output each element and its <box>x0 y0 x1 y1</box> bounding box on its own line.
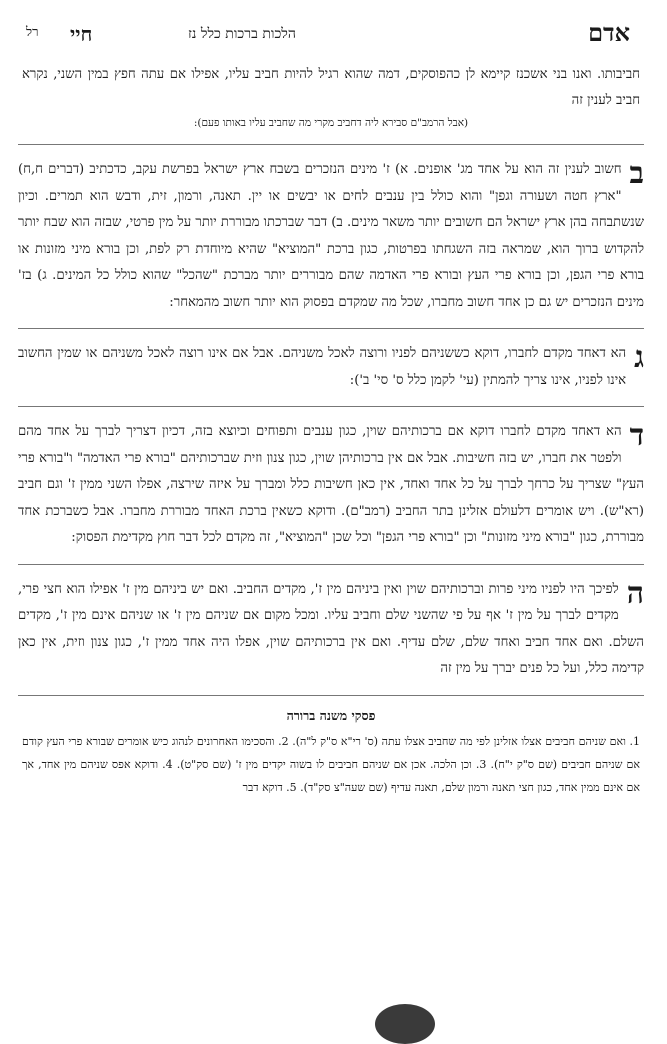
section-divider <box>18 144 644 145</box>
section-text: הא דאחד מקדם לחברו דוקא אם ברכותיהם שוין, כגון ענבים ותפוחים וכיוצא בזה, דכיון דצריך לברך על אחד מהם ולפטר את חברו, יש בזה חשיבות. אבל אם אין ברכותיהן שוין, כגון צנון וזית שברכותיהם "בורא פרי האדמה" ו"בורא פרי העץ" שצריך על כרחך לברך על כל אחד ואחד, אין כאן חשיבות כלל ומברך על איזה שירצה, אפלו השני ממין ז' וגם חביב (רא"ש). ויש אומרים דלעולם אזלינן בתר החביב (רמב"ם). ודוקא כשאין ברכת האחד מבוררת מחברו. אבל כשברכת אחד מבוררת, כגון "בורא מיני מזונות" וכן "בורא פרי הגפן" וכל שכן "המוציא", זה מקדם לכל דבר חוץ מקדימת הפסוק: <box>18 424 644 545</box>
footnotes-divider <box>18 695 644 696</box>
section-text: חשוב לענין זה הוא על אחד מג' אופנים. א) ז' מינים הנזכרים בשבח ארץ ישראל בפרשת עקב, כדכתיב (דברים ח,ח) "ארץ חטה ושעורה וגפן" והוא כולל בין ענבים לחים או יבשים או יין. תאנה, ורמון, זית, ודבש הוא תמרים. וכיון שנשתבחה בהן ארץ ישראל הם חשובים יותר משאר מינים. ב) דבר שברכתו מבוררת יותר על מין פרטי, שבזה הוא שבח יותר להקדוש ברוך הוא, שמראה בזה השגחתו בפרטות, כגון ברכת "המוציא" שהיא מיוחדת רק לפת, וכן בורא מיני מזונות או בורא פרי הגפן, וכן בורא פרי העץ ובורא פרי האדמה שהם מבוררים יותר מברכת "שהכל" שהוא כולל כל המינים. ג) בז' מינים הנזכרים יש גם כן אחד חשוב מחברו, שכל מה שמקדם בפסוק הוא יותר חשוב מהמאחר: <box>18 162 644 310</box>
section-gimel <box>18 341 644 394</box>
section-letter: ה <box>626 575 644 611</box>
section-text: לפיכך היו לפניו מיני פרות וברכותיהם שוין ואין ביניהם מין ז', מקדים החביב. ואם יש ביניהם מין ז' אפילו הוא חצי פרי, מקדים לברך על מין ז' אף על פי שהשני שלם וחביב עליו. ומכל מקום אם שניהם מין ז' או שניהם אינם מין ז', מקדים השלם. ואם אחד חביב ואחד שלם, שלם עדיף. ואם אין ברכותיהם שוין, אפלו היה אחד ממין ז', כגון צנון וזית, אין כאן קדימה כלל, ועל כל פנים יברך על מין זה <box>18 581 644 676</box>
intro-note: (אבל הרמב"ם סבירא ליה דחביב מקרי מה שחביב עליו באותו פעם): <box>193 117 469 129</box>
section-letter: ג <box>634 340 644 375</box>
page-number: רל <box>26 25 39 40</box>
section-text: הא דאחד מקדם לחברו, דוקא כששניהם לפניו ורוצה לאכל משניהם. אבל אם אינו רוצה לאכל משניהם או שמין החשוב אינו לפניו, אינו צריך להמתין (עי' לקמן כלל ס' סי' ב'): <box>18 346 627 388</box>
section-dalet <box>18 419 644 552</box>
header-left-word: חיי <box>70 22 93 46</box>
section-letter: ב <box>629 156 644 191</box>
section-divider <box>18 328 644 329</box>
header-right-word: אדם <box>588 18 630 47</box>
section-divider <box>18 564 644 565</box>
section-bet <box>18 157 644 316</box>
section-divider <box>18 406 644 407</box>
scan-mark <box>375 1004 435 1044</box>
intro-paragraph <box>22 62 640 132</box>
footnotes-text: 1. ואם שניהם חביבים אצלו אזלינן לפי מה שחביב אצלו עתה (ס' רי"א ס"ק ל"ה). 2. והסכימו האחרונים לנהוג כיש אומרים שבורא פרי העץ קודם אם שניהם חביבים (שם ס"ק י"ח). 3. וכן הלכה. אכן אם שניהם חביבים לו בשוה יקדים מין ז' (שם סק"ט). 4. ודוקא אפס שניהם מין אחד, אך אם אינם ממין אחד, כגון חצי תאנה ורמון שלם, תאנה עדיף (שם שעה"צ סק"ד). 5. דוקא דבר <box>22 734 640 794</box>
document-page <box>18 14 644 1014</box>
running-title: הלכות ברכות כלל נז <box>188 26 296 42</box>
section-letter: ד <box>629 418 644 453</box>
intro-text: חביבותו. ואנו בני אשכנז קיימא לן כהפוסקים, דמה שהוא רגיל להיות חביב עליו, אפילו אם עתה חפץ במין השני, נקרא חביב לענין זה <box>22 67 640 108</box>
footnotes-title: פסקי משנה ברורה <box>286 707 376 723</box>
page-header <box>18 14 644 54</box>
section-he <box>18 577 644 683</box>
